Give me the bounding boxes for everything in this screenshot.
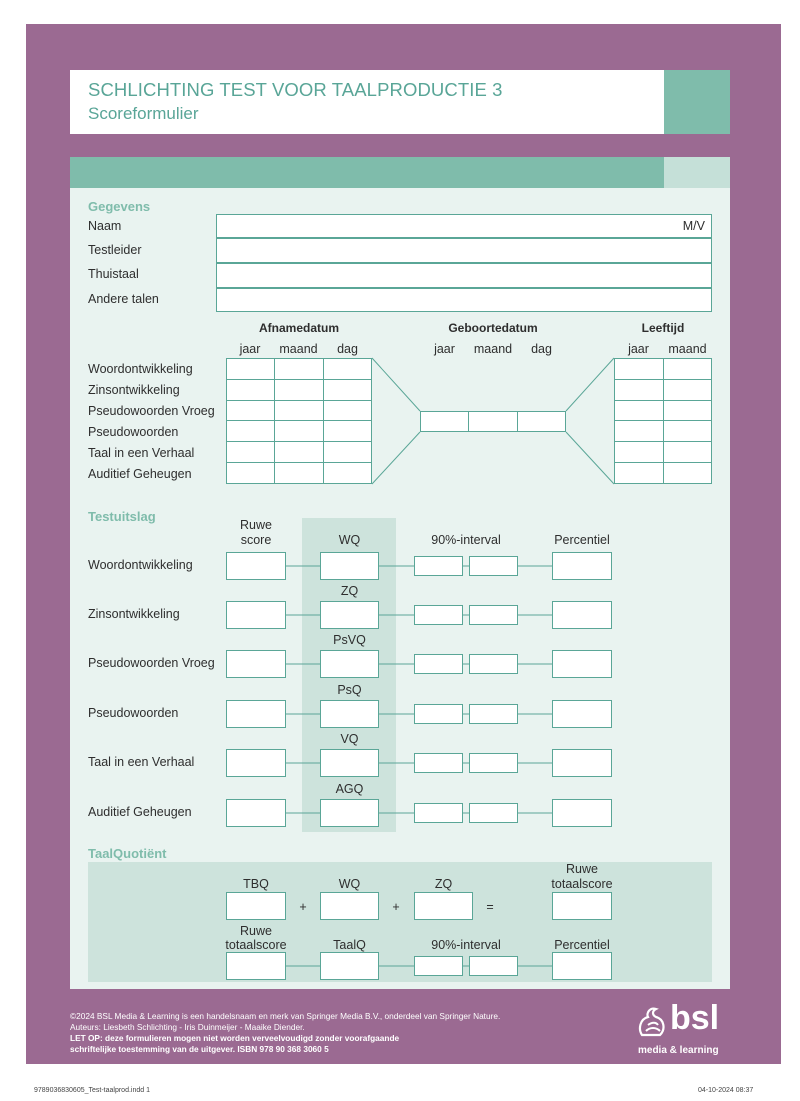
zq-label: ZQ [434, 877, 453, 891]
ruwe-totaalscore-label-1: Ruwe [566, 862, 598, 876]
taalq-label: TaalQ [333, 938, 366, 952]
afnamedatum-heading: Afnamedatum [258, 321, 339, 335]
quotient-label: AGQ [335, 782, 364, 796]
ruwe-totaalscore-label-2b: totaalscore [225, 938, 287, 952]
geboorte-col-dag: dag [531, 342, 552, 356]
result-row-label: Pseudowoorden [88, 706, 179, 720]
tq-percentiel-input[interactable] [552, 952, 612, 980]
result-row-label: Woordontwikkeling [88, 558, 193, 572]
date-row-label: Woordontwikkeling [88, 362, 193, 376]
bsl-logo-icon [636, 1005, 672, 1039]
bsl-logo-text: bsl [670, 999, 720, 1037]
footer-authors: Auteurs: Liesbeth Schlichting - Iris Duinmeijer - Maaike Diender. [70, 1022, 305, 1032]
quotient-label: PsVQ [333, 633, 366, 647]
result-row-label: Zinsontwikkeling [88, 607, 180, 621]
ruwe-score-header-1: Ruwe [240, 518, 272, 532]
equals-sign: = [486, 900, 494, 914]
percentiel-header: Percentiel [554, 533, 610, 547]
quotient-label: WQ [338, 533, 361, 547]
afname-col-jaar: jaar [239, 342, 261, 356]
ruwe-totaalscore-label-1b: Ruwe [240, 924, 272, 938]
page-title: SCHLICHTING TEST VOOR TAALPRODUCTIE 3 [88, 79, 503, 100]
gender-mark: M/V [682, 219, 705, 233]
ruwe-totaalscore-label-2: totaalscore [551, 877, 613, 891]
taalq-input[interactable] [320, 952, 379, 980]
footer-notice-1: LET OP: deze formulieren mogen niet worden verveelvoudigd zonder voorafgaande [70, 1033, 400, 1043]
footer-copyright: ©2024 BSL Media & Learning is een handelsnaam en merk van Springer Media B.V., onderdeel van Springer Nature. [70, 1011, 501, 1021]
field-label-naam: Naam [88, 219, 122, 233]
gegevens-heading: Gegevens [88, 199, 151, 214]
tbq-label: TBQ [243, 877, 269, 891]
date-row-label: Pseudowoorden [88, 425, 179, 439]
wq-label: WQ [338, 877, 361, 891]
field-label-thuistaal: Thuistaal [88, 267, 139, 281]
leeftijd-col-maand: maand [668, 342, 707, 356]
ruwe-score-header-2: score [240, 533, 272, 547]
taalquotient-heading: TaalQuotiënt [88, 846, 167, 861]
tq-interval-label: 90%-interval [431, 938, 501, 952]
page-subtitle: Scoreformulier [88, 104, 199, 123]
print-file-name: 9789036830605_Test-taalprod.indd 1 [34, 1087, 150, 1094]
result-row-label: Taal in een Verhaal [88, 755, 195, 769]
tq-percentiel-label: Percentiel [554, 938, 610, 952]
plus-sign: + [299, 900, 307, 914]
date-row-label: Taal in een Verhaal [88, 446, 195, 460]
afname-col-maand: maand [279, 342, 318, 356]
tq-interval-low-input[interactable] [414, 956, 463, 976]
bsl-logo-subtext: media & learning [638, 1045, 719, 1056]
tq-interval-high-input[interactable] [469, 956, 518, 976]
date-row-label: Pseudowoorden Vroeg [88, 404, 215, 418]
field-label-testleider: Testleider [88, 243, 142, 257]
date-row-label: Auditief Geheugen [88, 467, 192, 481]
afname-col-dag: dag [337, 342, 358, 356]
quotient-label: VQ [340, 732, 359, 746]
result-row-label: Auditief Geheugen [88, 805, 192, 819]
quotient-label: PsQ [337, 683, 362, 697]
result-row-label: Pseudowoorden Vroeg [88, 656, 215, 670]
plus-sign: + [392, 900, 400, 914]
geboorte-col-maand: maand [473, 342, 513, 356]
print-date: 04-10-2024 08:37 [698, 1087, 754, 1094]
footer-notice-2: schriftelijke toestemming van de uitgever. ISBN 978 90 368 3060 5 [70, 1044, 329, 1054]
geboorte-col-jaar: jaar [434, 342, 455, 356]
geboortedatum-heading: Geboortedatum [448, 321, 538, 335]
date-row-label: Zinsontwikkeling [88, 383, 180, 397]
quotient-label: ZQ [340, 584, 359, 598]
leeftijd-col-jaar: jaar [628, 342, 649, 356]
testuitslag-heading: Testuitslag [88, 509, 156, 524]
interval-header: 90%-interval [431, 533, 501, 547]
field-label-andere-talen: Andere talen [88, 292, 159, 306]
leeftijd-heading: Leeftijd [641, 321, 685, 335]
ruwe-totaalscore-input-2[interactable] [226, 952, 286, 980]
